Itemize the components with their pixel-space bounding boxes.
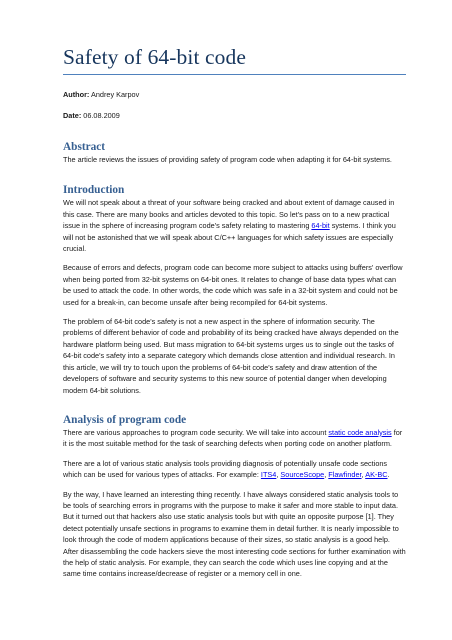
- analysis-heading: Analysis of program code: [63, 413, 187, 426]
- analysis-p1-text-a: There are various approaches to program code security. We will take into account: [63, 427, 329, 437]
- abstract-paragraph: The article reviews the issues of providing safety of program code when adapting it for 64-bit systems.: [63, 155, 392, 164]
- analysis-p2-text: There are a lot of various static analysis tools providing diagnosis of potentially unsafe code sections which can be used for various types of attacks. For example:: [63, 458, 388, 480]
- link-static-code-analysis[interactable]: static code analysis: [328, 427, 392, 437]
- date-label: Date:: [63, 111, 82, 120]
- author-line: [63, 90, 406, 100]
- link-sourcescope[interactable]: SourceScope: [280, 470, 325, 480]
- introduction-paragraph-1: [63, 197, 406, 254]
- author-name: Andrey Karpov: [90, 90, 140, 99]
- link-separator: ,: [361, 470, 366, 480]
- analysis-paragraph-3: By the way, I have learned an interesting thing recently. I have always considered static analysis tools to be tools of searching errors in programs with the purpose to make it safer and more stable to input data. But it turned out that hackers also use static analysis tools but with quite an opposite purpose [1]. They detect potentially unsafe sections in programs to examine them in detail further. It is nearly impossible to look through the code of modern applications because of their sizes, so static analysis is a good help. After disassembling the code hackers sieve the most interesting code sections for further examination with the help of static analysis. For example, they can search the code which uses line copying and at the same time contains increase/decrease of register or a memory cell in one.: [63, 489, 406, 579]
- sentence-end: .: [387, 470, 390, 480]
- introduction-paragraph-3: The problem of 64-bit code's safety is not a new aspect in the sphere of information security. The problems of different behavior of code and probability of its being cracked have always depended on the hardware platform being used. But mass migration to 64-bit systems urges us to single out the tasks of 64-bit code's safety into a separate category which demands close attention and individual research. In this article, we will try to touch upon the problems of 64-bit code's safety and draw attention of the developers of software and security systems to this new source of potential danger when developing modern 64-bit solutions.: [63, 317, 399, 395]
- date-line: [63, 111, 406, 121]
- date-value: 06.08.2009: [83, 111, 120, 120]
- abstract-heading: Abstract: [63, 141, 106, 153]
- analysis-paragraph-2: [63, 458, 406, 481]
- link-ak-bc[interactable]: AK-BC: [365, 470, 388, 480]
- link-flawfinder[interactable]: Flawfinder: [328, 470, 362, 480]
- intro-p1-text-a: We will not speak about a threat of your software being cracked and about extent of damage caused in this case. There are many books and articles devoted to this topic. So let's pass on to a new practical issue in the sphere of increasing program code's safety relating to mastering: [63, 198, 395, 231]
- intro-p1-text-b: systems. I think you will not be astonished that we will speak about C/C++ languages for which safety issues are especially crucial.: [63, 221, 396, 254]
- link-separator: ,: [276, 470, 281, 480]
- document-title: Safety of 64-bit code: [63, 45, 247, 69]
- introduction-heading: Introduction: [63, 184, 125, 197]
- link-separator: ,: [324, 470, 329, 480]
- link-64-bit[interactable]: 64-bit: [311, 221, 330, 231]
- link-its4[interactable]: ITS4: [260, 470, 277, 480]
- analysis-paragraph-1: [63, 427, 406, 450]
- title-underline: [63, 74, 406, 75]
- analysis-p1-text-b: for it is the most suitable method for the task of searching defects when porting code on another platform.: [63, 427, 403, 449]
- introduction-paragraph-2: Because of errors and defects, program code can become more subject to attacks using buffers' overflow when being ported from 32-bit systems on 64-bit ones. It relates to change of base data types what can be used to attack the code. In other words, the code which was safe in a 32-bit system and could not be used for a break-in, can become unsafe after being recompiled for 64-bit systems.: [63, 263, 403, 307]
- author-label: Author:: [63, 90, 90, 99]
